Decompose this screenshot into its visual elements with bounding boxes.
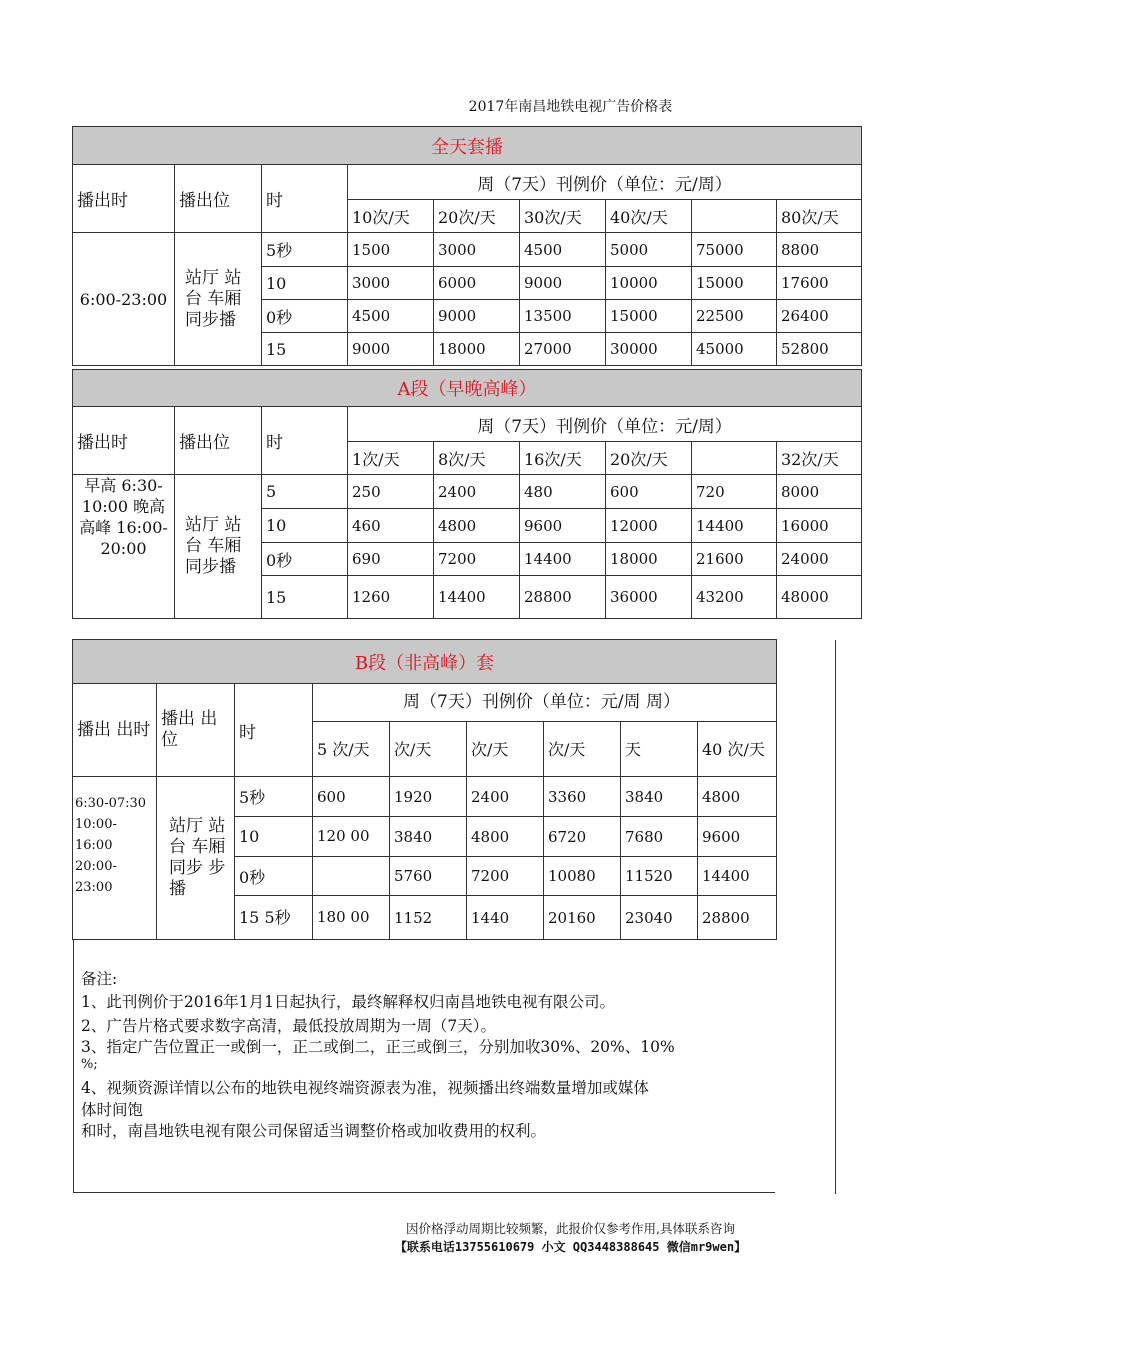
price-cell: 17600	[777, 267, 862, 300]
price-cell: 11520	[621, 857, 698, 896]
time-slot-cell: 6:00-23:00	[73, 233, 175, 366]
duration-cell: 5秒	[262, 233, 348, 267]
duration-column-header: 时	[262, 407, 348, 475]
freq-cell: 10次/天	[348, 200, 434, 233]
price-cell: 1152	[390, 896, 467, 940]
price-cell: 1260	[348, 576, 434, 619]
duration-cell: 10	[262, 267, 348, 300]
note-line: 4、视频资源详情以公布的地铁电视终端资源表为准，视频播出终端数量增加或媒体	[81, 1079, 649, 1097]
duration-cell: 15	[262, 333, 348, 366]
price-cell: 18000	[434, 333, 520, 366]
duration-cell: 15	[262, 576, 348, 619]
price-cell: 23040	[621, 896, 698, 940]
price-cell: 14400	[698, 857, 777, 896]
duration-cell: 10	[235, 817, 313, 857]
footer-contact: 【联系电话13755610679 小文 QQ3448388645 微信mr9wen】	[394, 1240, 747, 1254]
price-cell: 24000	[777, 543, 862, 576]
price-cell: 1500	[348, 233, 434, 267]
price-cell: 9000	[434, 300, 520, 333]
price-cell: 6000	[434, 267, 520, 300]
note-line: 体时间饱	[81, 1101, 144, 1119]
price-cell: 21600	[692, 543, 777, 576]
time-slot-cell: 早高 6:30- 10:00 晚高 高峰 16:00- 20:00	[73, 475, 175, 619]
price-cell: 720	[692, 475, 777, 509]
price-cell: 36000	[606, 576, 692, 619]
price-cell: 3840	[621, 777, 698, 817]
note-line: 2、广告片格式要求数字高清，最低投放周期为一周（7天）。	[81, 1017, 496, 1035]
time-column-header: 播出时	[73, 165, 175, 233]
price-cell: 6720	[544, 817, 621, 857]
freq-cell: 天	[621, 722, 698, 777]
price-cell: 43200	[692, 576, 777, 619]
freq-cell: 5 次/天	[313, 722, 390, 777]
freq-cell: 1次/天	[348, 442, 434, 475]
right-border-line	[835, 640, 836, 1194]
position-column-header: 播出 出位	[157, 684, 235, 777]
price-cell: 28800	[520, 576, 606, 619]
duration-cell: 0秒	[235, 857, 313, 896]
price-cell: 1440	[467, 896, 544, 940]
duration-column-header: 时	[262, 165, 348, 233]
price-cell: 2400	[467, 777, 544, 817]
note-line: 3、指定广告位置正一或倒一，正二或倒二，正三或倒三，分别加收30%、20%、10%	[81, 1038, 675, 1056]
position-cell: 站厅 站台 车厢 同步 步播	[157, 777, 235, 940]
price-cell: 7680	[621, 817, 698, 857]
price-cell: 4800	[698, 777, 777, 817]
freq-cell: 20次/天	[434, 200, 520, 233]
price-cell: 120 00	[313, 817, 390, 857]
price-cell: 2400	[434, 475, 520, 509]
price-cell: 9000	[520, 267, 606, 300]
table-row	[73, 475, 862, 509]
freq-cell: 8次/天	[434, 442, 520, 475]
duration-cell: 0秒	[262, 300, 348, 333]
notes-heading: 备注:	[81, 970, 118, 988]
price-cell: 14400	[692, 509, 777, 543]
price-cell: 10080	[544, 857, 621, 896]
duration-cell: 10	[262, 509, 348, 543]
duration-cell: 0秒	[262, 543, 348, 576]
section-header: 全天套播	[73, 127, 862, 165]
table-row	[73, 777, 777, 817]
note-line: %;	[81, 1057, 98, 1072]
price-cell: 7200	[434, 543, 520, 576]
price-cell: 4800	[467, 817, 544, 857]
section-header: A段（早晚高峰）	[73, 370, 862, 407]
price-cell: 4500	[348, 300, 434, 333]
price-cell: 15000	[692, 267, 777, 300]
price-cell: 8800	[777, 233, 862, 267]
freq-cell: 40 次/天	[698, 722, 777, 777]
freq-cell: 20次/天	[606, 442, 692, 475]
freq-cell: 40次/天	[606, 200, 692, 233]
price-cell: 5760	[390, 857, 467, 896]
week-price-header: 周（7天）刊例价（单位：元/周 周）	[313, 684, 777, 722]
price-cell: 10000	[606, 267, 692, 300]
page-title: 2017年南昌地铁电视广告价格表	[468, 99, 673, 115]
price-cell: 3360	[544, 777, 621, 817]
duration-cell: 5	[262, 475, 348, 509]
price-cell: 460	[348, 509, 434, 543]
note-line: 和时，南昌地铁电视有限公司保留适当调整价格或加收费用的权利。	[81, 1122, 547, 1140]
freq-cell	[692, 200, 777, 233]
time-column-header: 播出时	[73, 407, 175, 475]
price-cell: 28800	[698, 896, 777, 940]
price-cell: 3000	[434, 233, 520, 267]
price-cell: 600	[313, 777, 390, 817]
freq-cell: 16次/天	[520, 442, 606, 475]
section-a-peak-table	[72, 369, 862, 619]
price-cell: 480	[520, 475, 606, 509]
price-cell: 3840	[390, 817, 467, 857]
price-cell: 18000	[606, 543, 692, 576]
notes-box	[73, 940, 775, 1193]
price-cell: 45000	[692, 333, 777, 366]
price-cell: 48000	[777, 576, 862, 619]
duration-column-header: 时	[235, 684, 313, 777]
week-price-header: 周（7天）刊例价（单位：元/周）	[348, 165, 862, 200]
table-row	[73, 233, 862, 267]
section-header: B段（非高峰）套	[73, 640, 777, 684]
freq-cell: 32次/天	[777, 442, 862, 475]
price-cell: 27000	[520, 333, 606, 366]
price-cell: 14400	[520, 543, 606, 576]
price-cell: 4800	[434, 509, 520, 543]
position-cell: 站厅 站台 车厢 同步播	[175, 475, 262, 619]
price-cell: 15000	[606, 300, 692, 333]
price-cell	[313, 857, 390, 896]
price-cell: 20160	[544, 896, 621, 940]
footer-disclaimer: 因价格浮动周期比较频繁，此报价仅参考作用,具体联系咨询	[406, 1221, 735, 1236]
price-cell: 13500	[520, 300, 606, 333]
freq-cell	[692, 442, 777, 475]
price-cell: 9000	[348, 333, 434, 366]
price-cell: 9600	[520, 509, 606, 543]
price-cell: 690	[348, 543, 434, 576]
price-cell: 4500	[520, 233, 606, 267]
freq-cell: 30次/天	[520, 200, 606, 233]
week-price-header: 周（7天）刊例价（单位：元/周）	[348, 407, 862, 442]
price-cell: 9600	[698, 817, 777, 857]
price-cell: 250	[348, 475, 434, 509]
freq-cell: 次/天	[544, 722, 621, 777]
time-column-header: 播出 出时	[73, 684, 157, 777]
freq-cell: 80次/天	[777, 200, 862, 233]
freq-cell: 次/天	[467, 722, 544, 777]
price-cell: 180 00	[313, 896, 390, 940]
price-cell: 5000	[606, 233, 692, 267]
price-cell: 52800	[777, 333, 862, 366]
duration-cell: 5秒	[235, 777, 313, 817]
price-cell: 3000	[348, 267, 434, 300]
position-column-header: 播出位	[175, 165, 262, 233]
price-cell: 22500	[692, 300, 777, 333]
section-b-offpeak-table	[72, 639, 777, 940]
position-cell: 站厅 站台 车厢 同步播	[175, 233, 262, 366]
duration-cell: 15 5秒	[235, 896, 313, 940]
price-cell: 600	[606, 475, 692, 509]
section-all-day-table	[72, 126, 862, 366]
price-cell: 14400	[434, 576, 520, 619]
price-cell: 26400	[777, 300, 862, 333]
price-cell: 30000	[606, 333, 692, 366]
price-cell: 75000	[692, 233, 777, 267]
time-slot-cell: 6:30-07:30 10:00-16:00 20:00-23:00	[73, 777, 157, 940]
note-line: 1、此刊例价于2016年1月1日起执行，最终解释权归南昌地铁电视有限公司。	[81, 993, 616, 1011]
price-cell: 16000	[777, 509, 862, 543]
price-cell: 12000	[606, 509, 692, 543]
price-cell: 8000	[777, 475, 862, 509]
price-cell: 1920	[390, 777, 467, 817]
price-cell: 7200	[467, 857, 544, 896]
position-column-header: 播出位	[175, 407, 262, 475]
freq-cell: 次/天	[390, 722, 467, 777]
